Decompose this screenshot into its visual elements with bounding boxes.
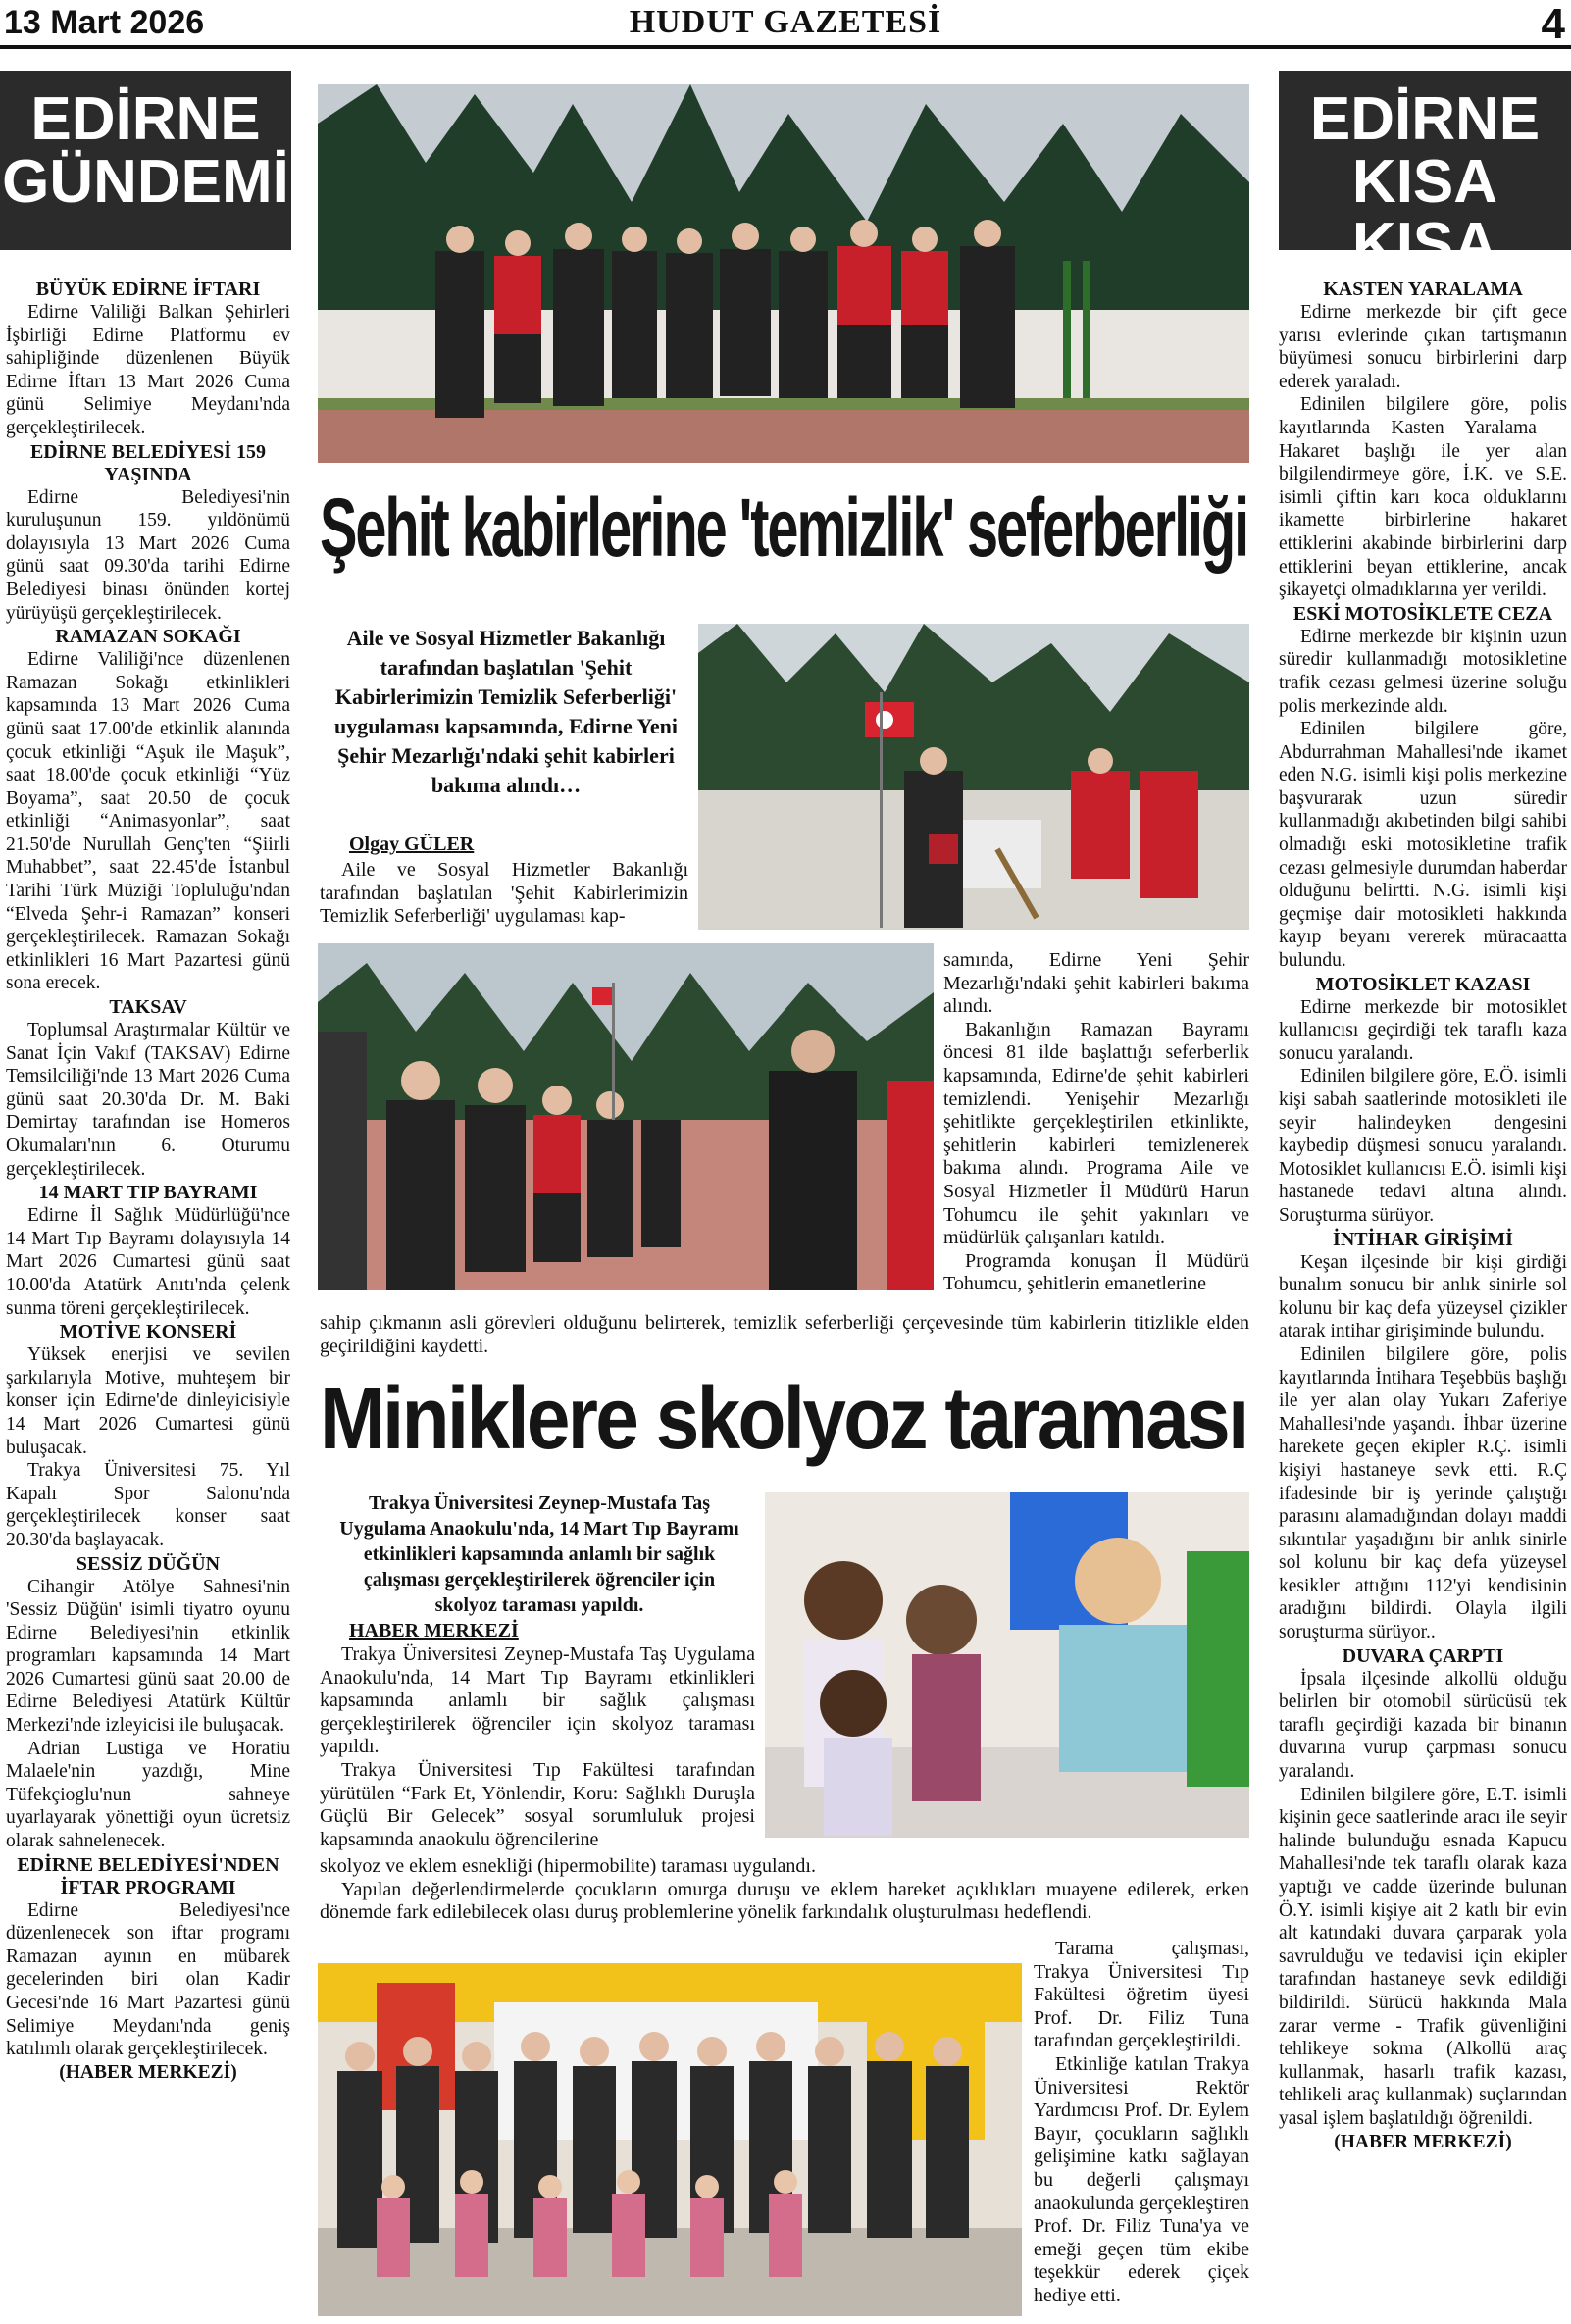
right-news-heading: İNTİHAR GİRİŞİMİ (1333, 1228, 1513, 1250)
right-news-paragraph: Edinilen bilgilere göre, E.T. isimli kişinin gece saatlerinde aracı ile seyir halinde bulunduğu esnada Kapucu Mahallesi'nde tek taraflı olarak kaza yaptığı ve cadde üzerinde bulunan Ö.Y. isimli kişiye ait 2 katlı bir evin alt katındaki duvara çarparak yola savrulduğu ve tedavisi için ekipler tarafından hastaneye sevk edildiği bildirildi. Sürücü hakkında Mala zarar verme - Trafik güvenliğini tehlikeye sokma (Alkollü araç kullanmak, hasarlı trafik kazası, tehlikeli araç kullanmak) suçlarından yasal işlem başlatıldığı öğrenildi. (1279, 1784, 1567, 2129)
left-section-banner (0, 71, 291, 250)
story2-paragraph: skolyoz ve eklem esnekliği (hipermobilite) taraması uygulandı. (320, 1855, 816, 1877)
story1-paragraph: samında, Edirne Yeni Şehir Mezarlığı'ndaki şehit kabirleri bakıma alındı. (943, 949, 1249, 1018)
left-column-signature: (HABER MERKEZİ) (59, 2061, 237, 2083)
story2-paragraph: Trakya Üniversitesi Tıp Fakültesi tarafından yürütülen “Fark Et, Yönlendir, Koru: Sağlıklı Duruşla Güçlü Bir Gelecek” sosyal sorumluluk projesi kapsamında anaokulu öğrencilerine (320, 1758, 755, 1850)
right-news-paragraph: İpsala ilçesinde alkollü olduğu belirlen bir otomobil sürücüsü tek taraflı geçirdiği kazada bir binanın duvarına vurup çarpması sonucu yaralandı. (1279, 1668, 1567, 1783)
left-news-paragraph: Toplumsal Araştırmalar Kültür ve Sanat İçin Vakıf (TAKSAV) Edirne Temsilciliği'nde 13 Mart 2026 Cuma günü saat 20.30'da Dr. M. Baki Demirtay tarafından ise Homeros Okumaları'nın 6. Oturumu gerçekleştirilecek. (6, 1020, 290, 1180)
left-news-heading: BÜYÜK EDİRNE İFTARI (35, 278, 261, 300)
right-news-heading: DUVARA ÇARPTI (1342, 1644, 1504, 1667)
story2-paragraph: Trakya Üniversitesi Zeynep-Mustafa Taş Uygulama Anaokulu'nda, 14 Mart Tıp Bayramı etkinlikleri kapsamında anlamlı bir sağlık çalışması gerçekleştirilerek öğrenciler için skolyoz taraması yapıldı. (320, 1643, 755, 1758)
story2-byline: HABER MERKEZİ (349, 1620, 519, 1642)
right-news-paragraph: Edinilen bilgilere göre, polis kayıtlarında Kasten Yaralama – Hakaret başlığı ile yer alan bilgilendirmeye göre, İ.K. ve S.E. isimli çiftin karı koca olduklarını ikamette birbirlerine hakaret ettiklerini akabinde birbirlerini darp ettiklerini beyan ettiklerine, ancak şikayetçi olmadıklarına yer verildi. (1279, 394, 1567, 601)
story2-headline: Miniklere skolyoz taraması (320, 1370, 1247, 1468)
left-banner-line1: EDİRNE (30, 85, 261, 153)
story1-headline: Şehit kabirlerine 'temizlik' seferberliği (320, 481, 1248, 574)
left-news-heading: SESSİZ DÜĞÜN (76, 1552, 221, 1575)
left-news-heading: MOTİVE KONSERİ (59, 1321, 237, 1343)
story2-body-part2 (320, 1855, 1249, 1925)
left-news-column (6, 278, 290, 2317)
story1-byline: Olgay GÜLER (349, 834, 475, 855)
story2-paragraph: Etkinliğe katılan Trakya Üniversitesi Rektör Yardımcısı Prof. Dr. Eylem Bayır, çocukların sağlıklı gelişimine katkı sağlayan bu değerli çalışmayı anaokulunda gerçekleştiren Prof. Dr. Filiz Tuna'ya ve emeği geçen tüm ekibe teşekkür ederek çiçek hediye etti. (1034, 2052, 1249, 2306)
left-banner-line2: GÜNDEMİ (2, 148, 289, 216)
left-news-heading: TAKSAV (109, 996, 187, 1019)
newspaper-title: HUDUT GAZETESİ (629, 4, 942, 40)
right-news-paragraph: Edinilen bilgilere göre, polis kayıtlarında İntihara Teşebbüs başlığı ile yer alan olay Yukarı Zaferiye Mahallesi'nde yaşandı. İhbar üzerine harekete geçen ekipler R.Ç. isimli kişiyi hastaneye sevk etti. R.Ç ifadesinde bir iş yerinde çalıştığı parasını alamadığından dolayı maddi sıkıntılar yaşadığını bir anlık sinirle sol kolunu bir kaç defa yüzeysel kesikler attığını 112'yi kendisinin aradığını bildirdi. Olayla ilgili soruşturma sürüyor.. (1279, 1343, 1567, 1643)
left-news-paragraph: Cihangir Atölye Sahnesi'nin 'Sessiz Düğün' isimli tiyatro oyunu Edirne Belediyesi'nin etkinlik programları kapsamında 14 Mart 2026 Cumartesi günü saat 20.00 de Edirne Belediyesi Atatürk Kültür Merkezi'nde izleyicisi ile buluşacak. (6, 1576, 290, 1737)
right-column-signature: (HABER MERKEZİ) (1334, 2131, 1512, 2152)
right-news-heading: ESKİ MOTOSİKLETE CEZA (1292, 602, 1553, 625)
left-news-paragraph: Adrian Lustiga ve Horatiu Malaele'nin yazdığı, Mine Tüfekçioglu'nun sahneye uyarlayarak yönettiği oyun ücretsiz olarak sahnelenecek. (6, 1738, 290, 1852)
story1-body-part3 (320, 1312, 1249, 1358)
right-news-items (1279, 278, 1567, 2131)
left-news-paragraph: Edirne Belediyesi'nce düzenlenecek son iftar programı Ramazan ayının en mübarek gecelerinden biri olan Kadir Gecesi'nde 16 Mart Pazartesi günü Selimiye Meydanı'nda geniş katılımlı olarak gerçekleştirilecek. (6, 1899, 290, 2060)
story1-body-part2 (943, 949, 1249, 1296)
left-news-paragraph: Edirne Belediyesi'nin kuruluşunun 159. yıldönümü dolayısıyla 13 Mart 2026 Cuma günü saat 09.30'da tarihi Edirne Belediyesi binası önünden kortej yürüyüşü gerçekleştirilecek. (6, 486, 290, 624)
right-banner-line1: EDİRNE (1309, 85, 1541, 153)
left-news-paragraph: Yüksek enerjisi ve sevilen şarkılarıyla Motive, muhteşem bir konser için Edirne'de dinleyicisiyle 14 Mart 2026 Cumartesi günü buluşacak. (6, 1344, 290, 1458)
story1-paragraph: Programda konuşan İl Müdürü Tohumcu, şehitlerin emanetlerine (943, 1249, 1249, 1295)
left-news-heading: EDİRNE BELEDİYESİ'NDEN İFTAR PROGRAMI (17, 1853, 279, 1898)
right-news-heading: MOTOSİKLET KAZASI (1315, 973, 1531, 995)
masthead (0, 0, 1571, 49)
left-news-paragraph: Edirne İl Sağlık Müdürlüğü'nce 14 Mart Tıp Bayramı dolayısıyla 14 Mart 2026 Cumartesi günü saat 10.00'da Atatürk Anıtı'nda çelenk sunma töreni gerçekleştirilecek. (6, 1205, 290, 1319)
left-news-paragraph: Edirne Valiliği Balkan Şehirleri İşbirliği Edirne Platformu ev sahipliğinde düzenlenen Büyük Edirne İftarı 13 Mart 2026 Cuma günü Selimiye Meydanı'nda gerçekleştirilecek. (6, 302, 290, 438)
story1-lead: Aile ve Sosyal Hizmetler Bakanlığı tarafından başlatılan 'Şehit Kabirlerimizin Temizlik Seferberliği' uygulaması kapsamında, Edirne Yeni Şehir Mezarlığı'ndaki şehit kabirleri bakıma alındı… (333, 626, 679, 797)
right-news-paragraph: Edirne merkezde bir motosiklet kullanıcısı geçirdiği tek taraflı kaza sonucu yaralandı. (1279, 996, 1567, 1064)
right-news-heading: KASTEN YARALAMA (1323, 278, 1523, 300)
right-section-banner (1279, 71, 1571, 278)
issue-date: 13 Mart 2026 (4, 4, 205, 41)
story1-paragraph: Bakanlığın Ramazan Bayramı öncesi 81 ilde başlattığı seferberlik kapsamında, Edirne'de şehit kabirleri temizlendi. Yenişehir Mezarlığı şehitlikte gerçekleştirilen etkinlikte, şehitlerin kabirleri temizlenerek bakıma alındı. Programa Aile ve Sosyal Hizmetler İl Müdürü Harun Tohumcu ile şehit yakınları ve müdürlük çalışanları katıldı. (943, 1018, 1249, 1249)
story2-body-part1 (320, 1643, 755, 1851)
story2-body-part3 (1034, 1938, 1249, 2308)
right-news-paragraph: Edinilen bilgilere göre, Abdurrahman Mahallesi'nde ikamet eden N.G. isimli kişi polis merkezine başvurarak uzun süredir kullanmadığı akıbetinden bilgi sahibi olmadığı eski motosikletine trafik cezası gelmesiyle durumdan haberdar olduğunu belirtti. N.G. isimli kişi geçmişe dair motosikleti hakkında kayıp beyanı vererek müracaatta bulundu. (1279, 719, 1567, 972)
director-speech-photo (318, 943, 934, 1290)
right-news-paragraph: Edirne merkezde bir kişinin uzun süredir kullanmadığı motosikletine trafik cezası gelmesi üzerine soluğu polis merkezinde aldı. (1279, 626, 1567, 717)
martyrs-cemetery-group-photo (318, 84, 1249, 463)
left-news-heading: EDİRNE BELEDİYESİ 159 YAŞINDA (29, 440, 267, 485)
left-news-items (6, 278, 290, 2061)
right-news-paragraph: Keşan ilçesinde bir kişi girdiği bunalım sonucu bir anlık sinirle sol kolunu bir kaç defa yüzeysel çizikler atarak intihar girişiminde bulundu. (1279, 1251, 1567, 1342)
left-news-heading: 14 MART TIP BAYRAMI (38, 1182, 258, 1204)
right-news-paragraph: Edinilen bilgilere göre, E.Ö. isimli kişi sabah saatlerinde motosikleti ile seyir halindeyken dengesini kaybedip düşmesi sonucu yaralandı. Motosiklet kullanıcısı E.Ö. isimli kişi hastanede tedavi altına alındı. Soruşturma sürüyor. (1279, 1066, 1567, 1226)
story2-paragraph: Yapılan değerlendirmelerde çocukların omurga duruşu ve eklem hareket açıklıkları muayene edilerek, erken dönemde fark edilebilecek olası duruş problemlerine yönelik farkındalık oluşturulması hedeflendi. (320, 1878, 1249, 1924)
story2-lead: Trakya Üniversitesi Zeynep-Mustafa Taş Uygulama Anaokulu'nda, 14 Mart Tıp Bayramı etkinlikleri kapsamında anlamlı bir sağlık çalışması gerçekleştirilerek öğrenciler için skolyoz taraması yapıldı. (339, 1492, 739, 1616)
right-news-paragraph: Edirne merkezde bir çift gece yarısı evlerinde çıkan tartışmanın büyümesi sonucu birbirlerini darp ederek yaraladı. (1279, 302, 1567, 392)
kindergarten-group-photo (318, 1963, 1022, 2316)
left-news-heading: RAMAZAN SOKAĞI (55, 626, 241, 648)
left-news-paragraph: Trakya Üniversitesi 75. Yıl Kapalı Spor Salonu'nda gerçekleştirilecek konser saat 20.30'da başlayacak. (6, 1460, 290, 1550)
story1-paragraph: sahip çıkmanın asli görevleri olduğunu belirterek, temizlik seferberliği çerçevesinde tüm kabirlerin titizlikle elden geçirildiğini kaydetti. (320, 1312, 1249, 1357)
grave-cleaning-photo (698, 624, 1249, 930)
right-banner-line2: KISA KISA (1351, 148, 1498, 278)
story1-body-part1 (320, 859, 688, 929)
page-number: 4 (1541, 0, 1565, 48)
scoliosis-screening-photo (765, 1492, 1249, 1838)
story2-paragraph: Tarama çalışması, Trakya Üniversitesi Tıp Fakültesi öğretim üyesi Prof. Dr. Filiz Tuna tarafından gerçekleştirildi. (1034, 1938, 1249, 2052)
left-news-paragraph: Edirne Valiliği'nce düzenlenen Ramazan Sokağı etkinlikleri kapsamında 13 Mart 2026 Cuma günü saat 17.00'de etkinlik alanında çocuk etkinliği “Aşuk ile Maşuk”, saat 18.00'de çocuk etkinliği “Yüz Boyama”, saat 20.50 de çocuk etkinliği “Animasyonlar”, saat 21.50'de Nurullah Genç'ten “Şiirli Muhabbet”, saat 22.45'de İstanbul Tarihi Türk Müziği Topluluğu'ndan “Elveda Şehr-i Ramazan” konseri gerçekleştirilecek. Ramazan Sokağı etkinlikleri 16 Mart Pazartesi günü sona erecek. (6, 649, 290, 994)
right-news-column (1279, 278, 1567, 2317)
story1-paragraph: Aile ve Sosyal Hizmetler Bakanlığı tarafından başlatılan 'Şehit Kabirlerimizin Temizlik Seferberliği' uygulaması kap- (320, 859, 688, 928)
